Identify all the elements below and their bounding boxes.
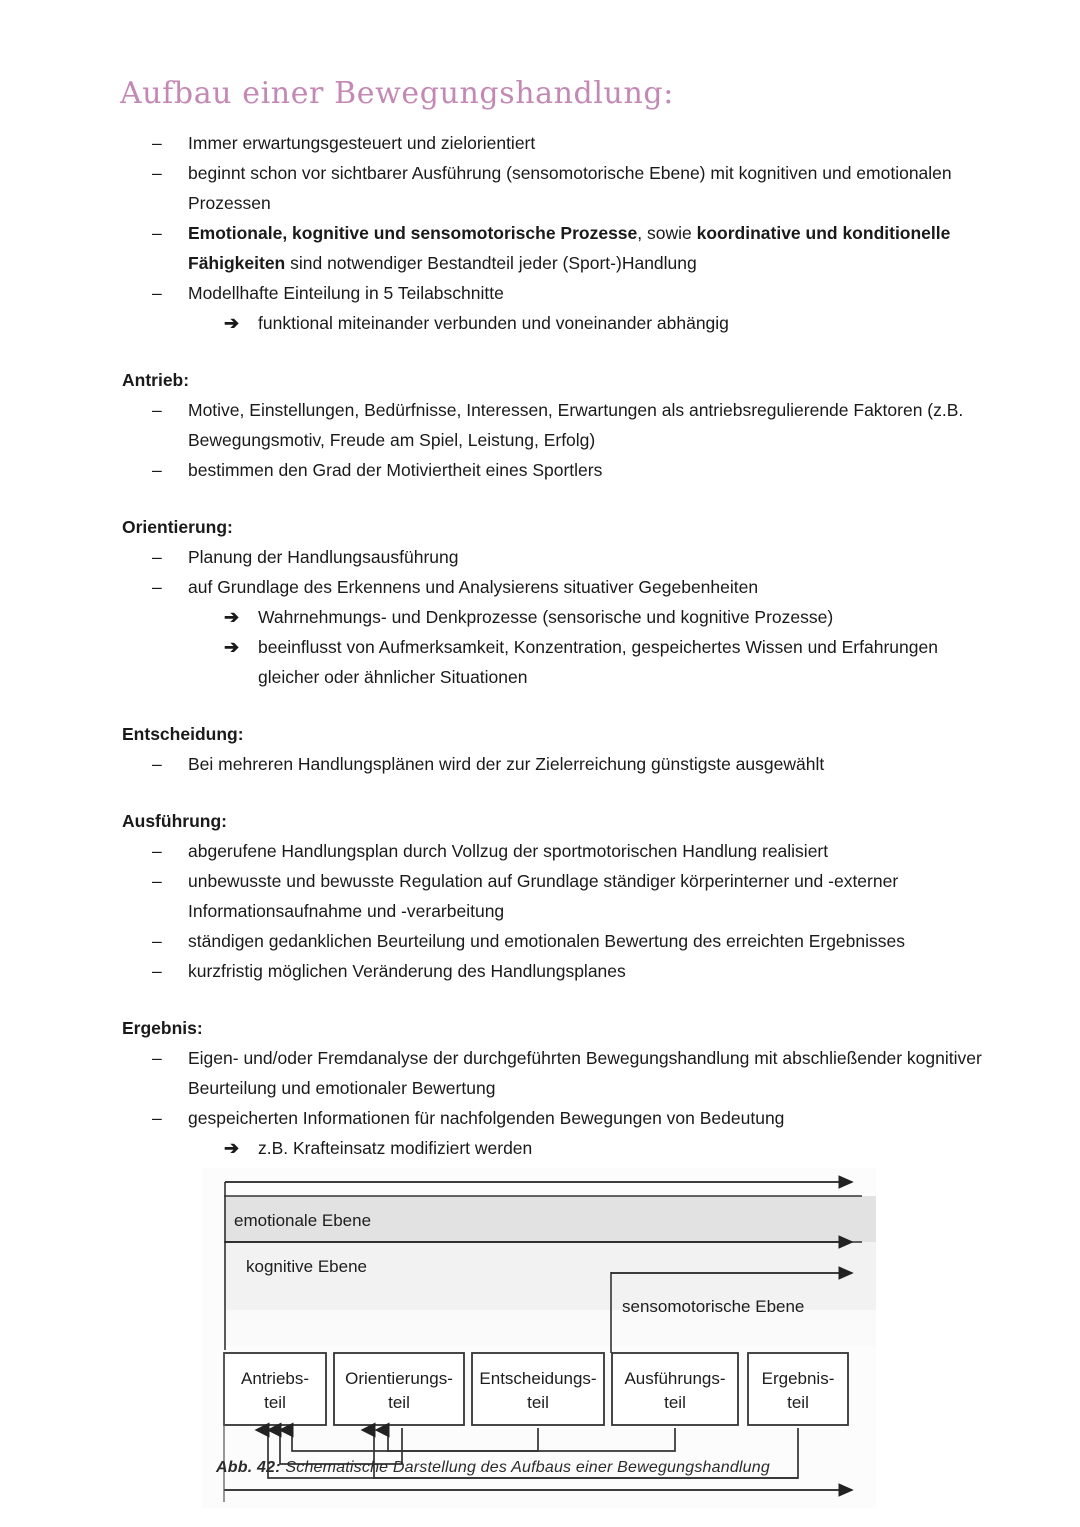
figure-caption [216,1459,770,1477]
list-item [152,278,988,338]
list-item-text: ständigen gedanklichen Beurteilung und emotionalen Bewertung des erreichten Ergebnisses [188,931,906,951]
level-label-kognitive: kognitive Ebene [246,1257,367,1276]
stage-box-ergebnisteil [748,1353,848,1425]
list-item [152,158,988,218]
list-item [152,218,988,278]
arrow-right-icon: ➔ [224,637,240,657]
list-item-text [188,223,950,273]
section-bullet-list [0,836,1080,986]
section-bullet-list [0,542,1080,692]
bullet-dash-icon: – [152,961,162,981]
stage-label-orientierungsteil-line2: teil [388,1393,410,1412]
level-label-emotionale: emotionale Ebene [234,1211,372,1230]
section-orientierung [0,513,1080,692]
stage-label-antriebsteil-line1: Antriebs- [240,1369,310,1388]
stage-label-entscheidungsteil-line1: Entscheidungs- [479,1369,597,1388]
section-heading: Entscheidung: [122,724,244,744]
plain-text: , sowie [637,223,697,243]
section-ergebnis [0,1014,1080,1163]
list-item [152,542,988,572]
bullet-dash-icon: – [152,1048,162,1068]
list-item-text: Immer erwartungsgesteuert und zielorientiert [188,133,536,153]
bullet-dash-icon: – [152,460,162,480]
plain-text: sind notwendiger Bestandteil jeder (Sport-)Handlung [285,253,697,273]
stage-label-ausfuehrungsteil-line2: teil [664,1393,686,1412]
list-item-text: bestimmen den Grad der Motiviertheit eines Sportlers [188,460,603,480]
figure-caption-number: Abb. 42: [216,1459,281,1476]
bullet-dash-icon: – [152,547,162,567]
bullet-dash-icon: – [152,283,162,303]
list-item [152,866,988,926]
figure-caption-text: Schematische Darstellung des Aufbaus einer Bewegungshandlung [285,1459,770,1476]
arrow-right-icon: ➔ [224,1138,240,1158]
list-item [152,572,988,692]
bullet-dash-icon: – [152,871,162,891]
stage-label-ausfuehrungsteil-line1: Ausführungs- [624,1369,726,1388]
section-entscheidung [0,720,1080,779]
list-item-text: Bei mehreren Handlungsplänen wird der zur Zielerreichung günstigste ausgewählt [188,754,825,774]
arrow-right-icon: ➔ [224,607,240,627]
intro-bullet-list [0,128,1080,338]
section-heading: Ergebnis: [122,1018,203,1038]
section-ausfuehrung [0,807,1080,986]
list-item [152,455,988,485]
stage-box-entscheidungsteil [472,1353,604,1425]
bullet-dash-icon: – [152,163,162,183]
section-heading: Ausführung: [122,811,227,831]
bullet-dash-icon: – [152,754,162,774]
sub-list-item-text: funktional miteinander verbunden und voneinander abhängig [258,313,729,333]
stage-label-ergebnisteil-line1: Ergebnis- [761,1369,835,1388]
sub-list-item-text: beeinflusst von Aufmerksamkeit, Konzentration, gespeichertes Wissen und Erfahrungen gleicher oder ähnlicher Situationen [258,637,938,687]
list-item-text: abgerufene Handlungsplan durch Vollzug der sportmotorischen Handlung realisiert [188,841,829,861]
sub-list-item [224,632,988,692]
list-item [152,956,988,986]
list-item [152,926,988,956]
list-item-text: unbewusste und bewusste Regulation auf Grundlage ständiger körperinterner und -externer Informationsaufnahme und -verarbeitung [188,871,899,921]
list-item [152,749,988,779]
sub-list-item-text: Wahrnehmungs- und Denkprozesse (sensorische und kognitive Prozesse) [258,607,834,627]
figure-diagram [202,1168,876,1508]
list-item-text: auf Grundlage des Erkennens und Analysierens situativer Gegebenheiten [188,577,759,597]
stage-label-ergebnisteil-line2: teil [787,1393,809,1412]
section-bullet-list [0,1043,1080,1163]
bullet-dash-icon: – [152,133,162,153]
section-bullet-list [0,749,1080,779]
list-item-text: gespeicherten Informationen für nachfolgenden Bewegungen von Bedeutung [188,1108,785,1128]
stage-box-orientierungsteil [334,1353,464,1425]
arrow-right-icon: ➔ [224,313,240,333]
document-body [0,128,1080,1163]
section-bullet-list [0,395,1080,485]
list-item-text: beginnt schon vor sichtbarer Ausführung (sensomotorische Ebene) mit kognitiven und emotionalen Prozessen [188,163,952,213]
figure-bewegungshandlung [202,1168,876,1508]
bullet-dash-icon: – [152,931,162,951]
sub-list-item [224,308,988,338]
sub-list-item [224,1133,988,1163]
stage-box-ausfuehrungsteil [612,1353,738,1425]
list-item-text: kurzfristig möglichen Veränderung des Handlungsplanes [188,961,626,981]
emphasis-text: koordinative und konditionelle Fähigkeiten [188,223,951,273]
list-item [152,836,988,866]
sub-list-item-text: z.B. Krafteinsatz modifiziert werden [258,1138,533,1158]
bullet-dash-icon: – [152,841,162,861]
list-item [152,128,988,158]
level-label-sensomotorische: sensomotorische Ebene [622,1297,805,1316]
list-item [152,1103,988,1163]
section-heading: Orientierung: [122,517,233,537]
bullet-dash-icon: – [152,1108,162,1128]
list-item-text: Modellhafte Einteilung in 5 Teilabschnitte [188,283,504,303]
page-title: Aufbau einer Bewegungshandlung: [120,76,674,111]
stage-label-entscheidungsteil-line2: teil [527,1393,549,1412]
bullet-dash-icon: – [152,400,162,420]
sub-list-item [224,602,988,632]
list-item-text: Motive, Einstellungen, Bedürfnisse, Interessen, Erwartungen als antriebsregulierende Faktoren (z.B. Bewegungsmotiv, Freude am Spiel, Leistung, Erfolg) [188,400,964,450]
emphasis-text: Emotionale, kognitive und sensomotorische Prozesse [188,223,638,243]
section-antrieb [0,366,1080,485]
section-heading: Antrieb: [122,370,190,390]
list-item-text: Planung der Handlungsausführung [188,547,459,567]
bullet-dash-icon: – [152,223,162,243]
bullet-dash-icon: – [152,577,162,597]
stage-label-antriebsteil-line2: teil [264,1393,286,1412]
list-item [152,395,988,455]
stage-label-orientierungsteil-line1: Orientierungs- [345,1369,453,1388]
list-item [152,1043,988,1103]
stage-box-antriebsteil [224,1353,326,1425]
list-item-text: Eigen- und/oder Fremdanalyse der durchgeführten Bewegungshandlung mit abschließender kognitiver Beurteilung und emotionaler Bewertung [188,1048,982,1098]
